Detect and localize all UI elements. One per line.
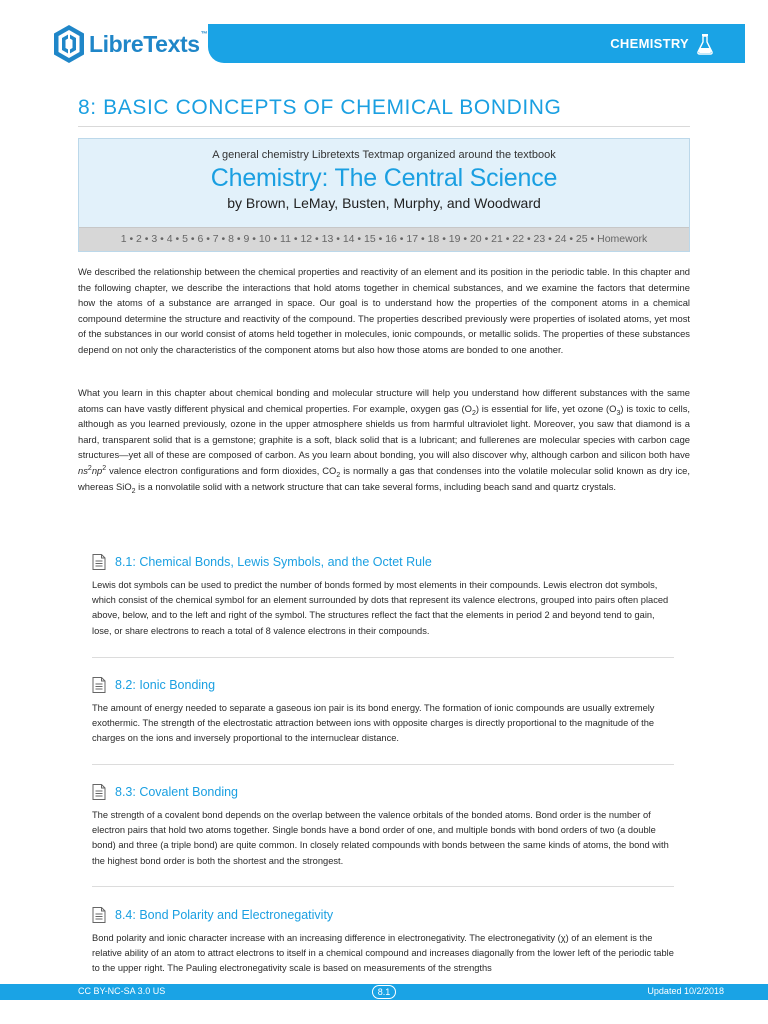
section-summary: The amount of energy needed to separate a gaseous ion pair is its bond energy. The formation of ionic compounds are usually extremely exothermic. The strength of the electrostatic attraction between ions with opposite charges is directly proportional to the magnitude of the charges on the ions and inversely proportional to the internuclear distance. [92, 703, 655, 744]
page-number-badge: 8.1 [372, 985, 396, 999]
textmap-book-title[interactable]: Chemistry: The Central Science [210, 164, 558, 192]
document-icon [92, 907, 106, 923]
textmap-authors: by Brown, LeMay, Busten, Murphy, and Woodward [227, 195, 541, 211]
section-8-4 [92, 906, 674, 974]
document-icon [92, 554, 106, 570]
section-summary: Lewis dot symbols can be used to predict the number of bonds formed by most elements in their compounds. Lewis electron dot symbols, which consist of the chemical symbol for an element surrounded by dots that represent its valence electrons, grouped into pairs often placed above, below, and to the left and right of the symbol. The structures reflect the fact that the elements in period 2 and beyond tend to gain, lose, or share electrons to reach a total of 8 valence electrons in their compounds. [92, 580, 669, 636]
textmap-box [78, 138, 690, 252]
section-title-link[interactable]: 8.1: Chemical Bonds, Lewis Symbols, and the Octet Rule [115, 555, 432, 569]
libretexts-cube-logo-icon [52, 24, 86, 64]
section-heading[interactable] [92, 783, 674, 801]
section-heading[interactable] [92, 676, 674, 694]
section-8-1 [92, 553, 674, 639]
section-heading[interactable] [92, 553, 674, 571]
updated-date: Updated 10/2/2018 [647, 986, 724, 996]
title-divider [78, 126, 690, 127]
section-title-link[interactable]: 8.3: Covalent Bonding [115, 785, 239, 799]
intro-paragraph-2: What you learn in this chapter about chemical bonding and molecular structure will help you understand how different substances with the same atoms can have vastly different physical and chemical properties. For example, oxygen gas $(O_2)$ is essential for life, yet ozone $(O_3)$ is toxic to cells, although as you learned previously, ozone in the upper atmosphere shields us from harmful ultraviolet light. Moreover, you saw that diamond is a hard, transparent solid that is a gemstone; graphite is a soft, black solid that is a lubricant; and fullerenes are molecular species with carbon cage structures—yet all of these are composed of carbon. As you learn about bonding, you will also discover why, although carbon and silicon both have $ns^2np^2$ valence electron configurations and form dioxides, $CO_2$ is normally a gas that condenses into the volatile molecular solid known as dry ice, whereas SiO$_2$ is a nonvolatile solid with a network structure that can take several forms, including beach sand and quartz crystals. [78, 387, 691, 495]
chapter-navigation[interactable]: 1 • 2 • 3 • 4 • 5 • 6 • 7 • 8 • 9 • 10 • 11 • 12 • 13 • 14 • 15 • 16 • 17 • 18 • 19 • 20 • 21 • 22 • 23 • 24 • 25 • Homework [79, 227, 689, 251]
subject-label: CHEMISTRY [610, 36, 689, 51]
section-divider [92, 657, 674, 658]
flask-icon [697, 33, 713, 55]
section-8-2 [92, 676, 674, 747]
subject-banner[interactable] [208, 24, 745, 63]
section-summary: The strength of a covalent bond depends on the overlap between the valence orbitals of the bonded atoms. Bond order is the number of electron pairs that hold two atoms together. Single bonds have a bond order of one, and multiple bonds with bond orders of two (a double bond) and three (a triple bond) are quite common. In closely related compounds with bonds between the same kinds of atoms, the bond with the highest bond order is both the shortest and the strongest. [92, 810, 669, 866]
section-heading[interactable] [92, 906, 674, 924]
intro-paragraph-1: We described the relationship between the chemical properties and reactivity of an element and its position in the periodic table. In this chapter and the following chapter, we describe the interactions that hold atoms together in chemical substances, and we examine the factors that determine how the atoms of a substance are arranged in space. Our goal is to understand how the properties of the component atoms in a chemical compound determine the structure and reactivity of the compound. The properties described previously were properties of isolated atoms, yet most of the substances in our world consist of atoms held together in molecules, ionic compounds, or metallic solids. The properties of these substances depend on not only the characteristics of the component atoms but also how those atoms are bonded to one another. [78, 266, 690, 355]
libretexts-logo[interactable] [52, 22, 208, 66]
logo-text: LibreTexts™ [89, 30, 208, 57]
document-icon [92, 677, 106, 693]
textmap-header [79, 139, 689, 227]
license-label[interactable]: CC BY-NC-SA 3.0 US [78, 986, 166, 996]
section-8-3 [92, 783, 674, 869]
page-title: 8: BASIC CONCEPTS OF CHEMICAL BONDING [78, 96, 562, 119]
page-footer [0, 984, 768, 1000]
section-divider [92, 886, 674, 887]
section-title-link[interactable]: 8.4: Bond Polarity and Electronegativity [115, 908, 334, 922]
section-title-link[interactable]: 8.2: Ionic Bonding [115, 678, 216, 692]
section-divider [92, 764, 674, 765]
document-icon [92, 784, 106, 800]
textmap-intro: A general chemistry Libretexts Textmap organized around the textbook [212, 149, 556, 161]
section-summary: Bond polarity and ionic character increase with an increasing difference in electronegativity. The electronegativity (χ) of an element is the relative ability of an atom to attract electrons to itself in a chemical compound and increases diagonally from the lower left of the periodic table to the upper right. The Pauling electronegativity scale is based on measurements of the strengths [92, 933, 674, 974]
